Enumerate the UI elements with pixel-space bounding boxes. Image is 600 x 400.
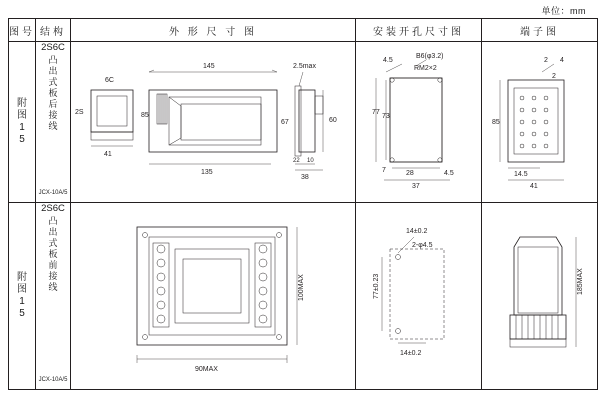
row-2-no-char-3: 1 (19, 296, 25, 308)
row-1-zh-4: 板 (48, 88, 58, 98)
row-1-no-char-2: 图 (17, 110, 27, 122)
row-1-zh-7: 线 (48, 121, 58, 131)
dimension-table (8, 18, 598, 390)
dim-4: 4 (560, 57, 564, 64)
dim-14-top: 14±0.2 (406, 228, 428, 236)
row-2-no-char-1: 附 (17, 272, 27, 284)
row-2-zh-7: 线 (48, 282, 58, 293)
dim-7: 7 (382, 167, 386, 174)
dim-77: 77 (372, 109, 380, 116)
row-2-structure (36, 203, 71, 390)
header-terminal: 端子图 (482, 19, 598, 42)
row-2-zh-3: 式 (48, 238, 58, 249)
dim-85-term: 85 (492, 119, 500, 126)
header-no: 图号 (9, 19, 36, 42)
dim-85: 85 (141, 112, 149, 119)
row-1-hole-drawing (356, 42, 482, 203)
dim-28: 28 (406, 170, 414, 177)
row-1-zh-2: 出 (48, 66, 58, 76)
row-2-terminal-drawing (482, 203, 598, 390)
unit-note: 单位：mm (541, 6, 586, 16)
row-1-terminal-drawing (482, 42, 598, 203)
row-1-zh-3: 式 (48, 77, 58, 87)
table-row (9, 203, 598, 390)
dim-2-4: 2 (544, 57, 548, 64)
dim-14-bottom: 14±0.2 (400, 350, 422, 358)
row-1-structure-code: 2S6C (41, 42, 65, 53)
row-1-structure (36, 42, 71, 203)
dim-73: 73 (382, 113, 390, 120)
row-1-outline-drawing (71, 42, 356, 203)
dim-77-023: 77±0.23 (373, 274, 380, 300)
table-header-row (9, 19, 598, 42)
dim-2s: 2S (75, 109, 84, 116)
row-2-outline-drawing (71, 203, 356, 390)
row-2-zh-1: 凸 (48, 216, 58, 227)
row-2-no-char-4: 5 (19, 308, 25, 320)
row-2-zh-6: 接 (48, 271, 58, 282)
dim-6c: 6C (105, 77, 114, 84)
row-2-model: JCX-10A/5 (38, 376, 68, 383)
row-2-zh-5: 前 (48, 260, 58, 271)
row-1-zh-1: 凸 (48, 55, 58, 65)
row-2-zh-2: 出 (48, 227, 58, 238)
row-2-no-char-2: 图 (17, 284, 27, 296)
dim-41: 41 (104, 151, 112, 158)
dim-37: 37 (412, 183, 420, 190)
row-1-no-char-1: 附 (17, 98, 27, 110)
dim-14-5: 14.5 (514, 171, 528, 178)
dim-22: 22 (293, 158, 300, 164)
row-2-zh-4: 板 (48, 249, 58, 260)
dim-67: 67 (281, 119, 289, 126)
row-1-no-char-3: 1 (19, 122, 25, 134)
row-2-hole-drawing (356, 203, 482, 390)
dim-185max: 185MAX (577, 268, 584, 296)
row-2-figure-no (9, 203, 36, 390)
dim-41-term: 41 (530, 183, 538, 190)
row-1-zh-5: 后 (48, 99, 58, 109)
header-hole: 安装开孔尺寸图 (356, 19, 482, 42)
dim-4-5-top: 4.5 (383, 57, 393, 64)
dim-b6: B6(φ3.2) (416, 53, 444, 60)
dim-90max: 90MAX (195, 366, 218, 374)
row-2-structure-code: 2S6C (41, 203, 65, 215)
dim-145: 145 (203, 63, 215, 70)
dim-100max: 100MAX (298, 274, 305, 302)
row-1-model: JCX-10A/5 (38, 189, 68, 196)
dim-2-5max: 2.5max (293, 63, 316, 70)
row-1-no-char-4: 5 (19, 134, 25, 146)
dim-4-5-bottom: 4.5 (444, 170, 454, 177)
dim-10: 10 (307, 158, 314, 164)
row-1-zh-6: 接 (48, 110, 58, 120)
dim-60: 60 (329, 117, 337, 124)
dim-38: 38 (301, 174, 309, 181)
row-1-figure-no (9, 42, 36, 203)
table-row (9, 42, 598, 203)
dim-2-term: 2 (552, 73, 556, 80)
dim-rm2: RM2×2 (414, 65, 437, 72)
header-structure: 结构 (36, 19, 71, 42)
header-outline: 外 形 尺 寸 图 (71, 19, 356, 42)
dim-2-phi45: 2-φ4.5 (412, 242, 433, 250)
dim-135: 135 (201, 169, 213, 176)
